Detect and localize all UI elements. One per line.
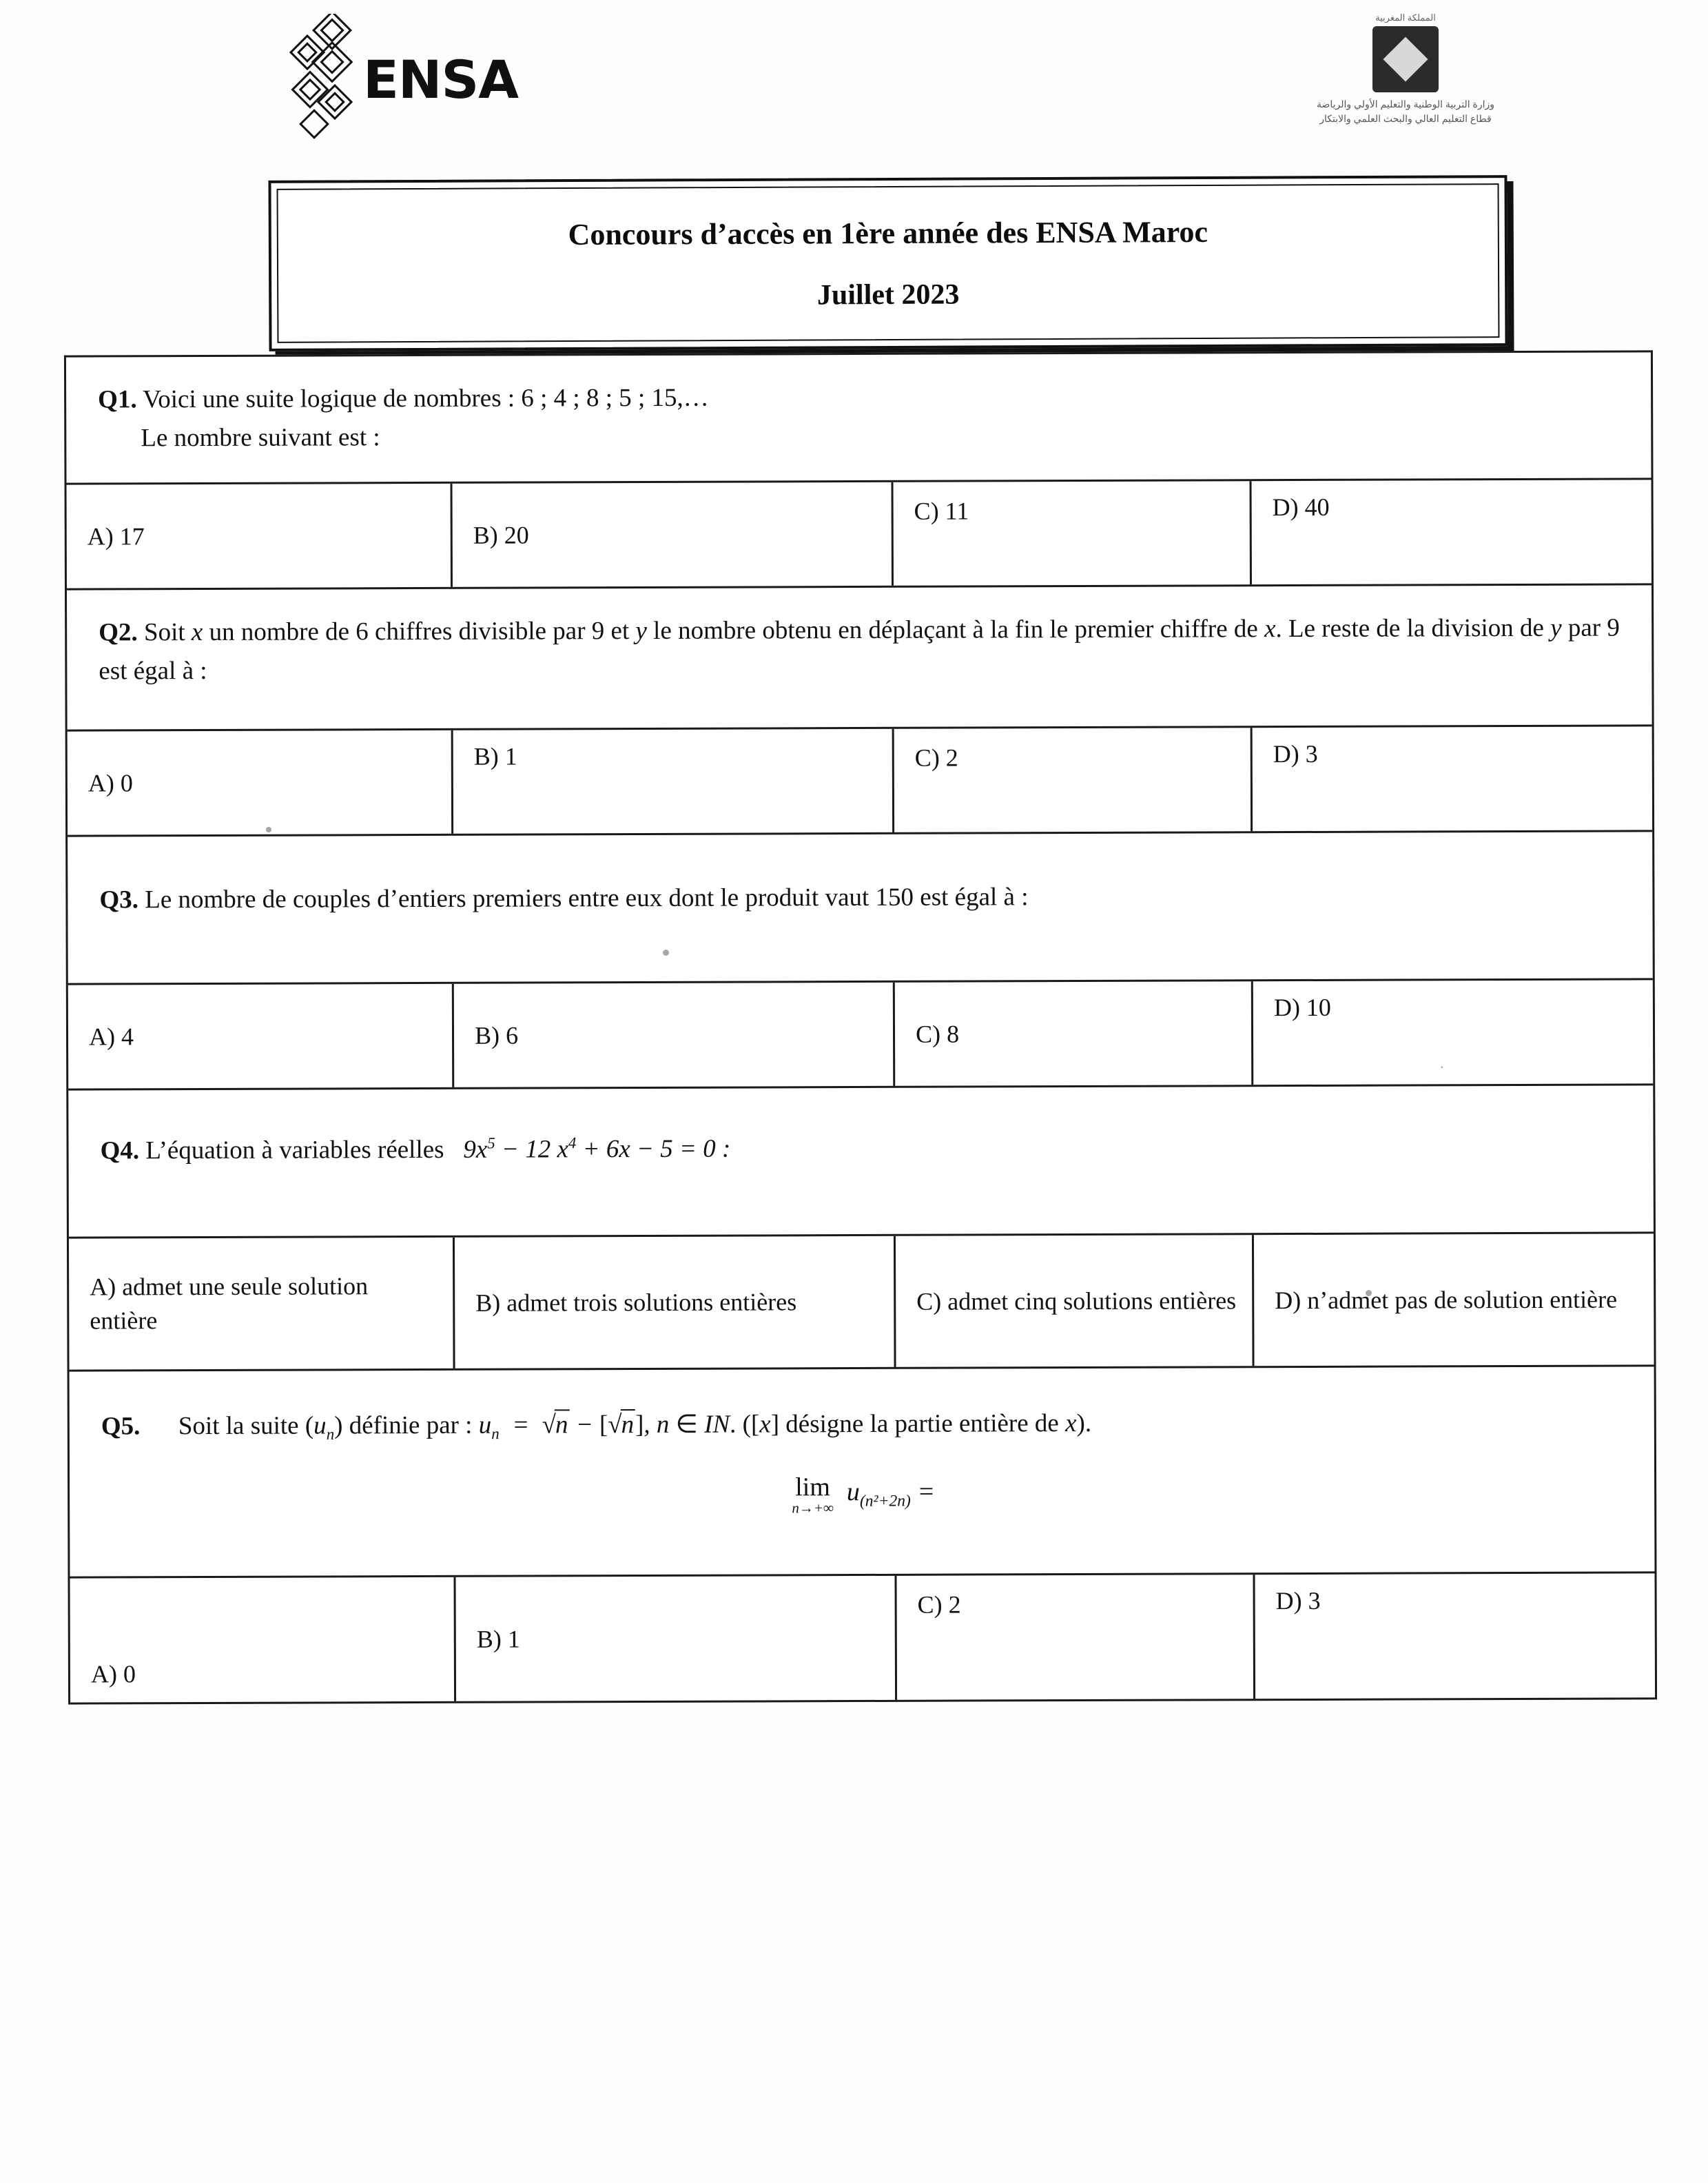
exam-title-box bbox=[268, 175, 1508, 351]
option-2-c[interactable]: C) 2 bbox=[894, 728, 1253, 832]
ensa-flower-logo-icon bbox=[289, 14, 375, 141]
question-2-var-x2: x bbox=[1264, 615, 1276, 644]
option-4-a[interactable]: A) admet une seule solution entière bbox=[69, 1238, 455, 1370]
question-5-options bbox=[70, 1573, 1656, 1704]
scan-artifact-1 bbox=[266, 827, 271, 832]
question-5 bbox=[70, 1366, 1655, 1578]
crest-line2: قطاع التعليم العالي والبحث العلمي والابتكار bbox=[1319, 112, 1492, 124]
question-3 bbox=[68, 832, 1653, 985]
crest-top-text: المملكة المغربية bbox=[1375, 12, 1436, 23]
question-1-label: Q1. bbox=[98, 385, 137, 414]
question-5-formula: $u_n = √n - [√n]$, bbox=[478, 1410, 650, 1443]
scan-artifact-3 bbox=[1366, 1290, 1372, 1296]
option-3-a[interactable]: A) 4 bbox=[68, 984, 454, 1089]
question-1-text: Voici une suite logique de nombres : 6 ; 4 ; 8 ; 5 ; 15,… bbox=[143, 383, 709, 414]
question-2-var-x: x bbox=[191, 617, 203, 647]
option-4-b[interactable]: B) admet trois solutions entières bbox=[455, 1236, 896, 1369]
option-5-a[interactable]: A) 0 bbox=[70, 1577, 457, 1703]
option-5-b[interactable]: B) 1 bbox=[456, 1576, 898, 1701]
question-2-label: Q2. bbox=[99, 618, 138, 647]
ensa-logo-text: ENSA bbox=[363, 49, 519, 110]
option-1-d[interactable]: D) 40 bbox=[1272, 493, 1330, 522]
question-5-text-part2: ) définie par : bbox=[334, 1411, 479, 1440]
option-1-a[interactable]: A) 17 bbox=[67, 484, 453, 588]
ministry-crest bbox=[1213, 12, 1598, 125]
option-3-d[interactable]: D) 10 bbox=[1273, 993, 1331, 1022]
question-1-text-line2: Le nombre suivant est : bbox=[141, 422, 380, 452]
option-4-d[interactable]: D) n’admet pas de solution entière bbox=[1275, 1285, 1618, 1314]
question-4-options bbox=[69, 1233, 1654, 1371]
option-4-c[interactable]: C) admet cinq solutions entières bbox=[896, 1235, 1255, 1367]
question-2-options bbox=[68, 726, 1652, 837]
limit-operator: lim n→+∞ bbox=[792, 1472, 834, 1517]
title-inner-border bbox=[277, 183, 1500, 343]
question-5-label: Q5. bbox=[101, 1412, 141, 1441]
scan-artifact-2 bbox=[663, 950, 669, 956]
question-1-options bbox=[67, 480, 1652, 590]
option-3-b[interactable]: B) 6 bbox=[454, 983, 895, 1087]
option-5-c[interactable]: C) 2 bbox=[897, 1575, 1256, 1700]
question-4-text: L’équation à variables réelles bbox=[145, 1135, 444, 1165]
question-2-text-part4: . Le reste de la division de bbox=[1275, 613, 1551, 644]
question-2-text-part5: par 9 est égal à : bbox=[99, 613, 1620, 685]
option-2-b[interactable]: B) 1 bbox=[453, 729, 894, 834]
questions-table bbox=[64, 350, 1657, 1704]
crest-line1: وزارة التربية الوطنية والتعليم الأولي والرياضة bbox=[1316, 99, 1494, 110]
option-3-c[interactable]: C) 8 bbox=[895, 981, 1253, 1086]
question-5-text-part3: n ∈ IN. ([x] désigne la partie entière de x). bbox=[656, 1408, 1092, 1439]
question-4-label: Q4. bbox=[100, 1136, 140, 1165]
question-5-limit bbox=[101, 1471, 1625, 1517]
scan-artifact-4: . bbox=[1440, 1054, 1444, 1072]
question-2-text-part2: un nombre de 6 chiffres divisible par 9 et bbox=[203, 617, 636, 646]
question-4 bbox=[68, 1085, 1654, 1238]
option-1-b[interactable]: B) 20 bbox=[453, 482, 894, 587]
option-1-c[interactable]: C) 11 bbox=[894, 481, 1252, 586]
question-2-var-y: y bbox=[635, 616, 647, 646]
question-1 bbox=[66, 352, 1652, 484]
ensa-logo bbox=[289, 14, 518, 141]
option-2-d[interactable]: D) 3 bbox=[1273, 739, 1318, 768]
question-2-var-y2: y bbox=[1550, 613, 1562, 642]
question-5-text-part1: Soit la suite ( bbox=[178, 1411, 314, 1441]
exam-date: Juillet 2023 bbox=[816, 278, 960, 311]
question-3-text: Le nombre de couples d’entiers premiers entre eux dont le produit vaut 150 est égal à : bbox=[145, 883, 1029, 914]
question-3-options bbox=[68, 980, 1653, 1090]
question-4-equation: $9x^5 - 12$ $x^4 + 6x - 5 = 0$ : bbox=[463, 1134, 731, 1164]
question-2 bbox=[67, 585, 1652, 731]
option-2-a[interactable]: A) 0 bbox=[68, 730, 453, 835]
question-5-un: $u_n$ bbox=[313, 1411, 335, 1443]
exam-title: Concours d’accès en 1ère année des ENSA Maroc bbox=[568, 214, 1208, 252]
question-2-text-part1: Soit bbox=[143, 618, 192, 647]
morocco-coat-of-arms-icon bbox=[1372, 26, 1439, 92]
page-header bbox=[0, 7, 1708, 165]
question-3-label: Q3. bbox=[99, 885, 139, 914]
limit-expression: $u_{(n^2+2n)}$ = bbox=[846, 1477, 936, 1511]
option-5-d[interactable]: D) 3 bbox=[1275, 1586, 1321, 1615]
question-2-text-part3: le nombre obtenu en déplaçant à la fin le premier chiffre de bbox=[646, 615, 1265, 645]
